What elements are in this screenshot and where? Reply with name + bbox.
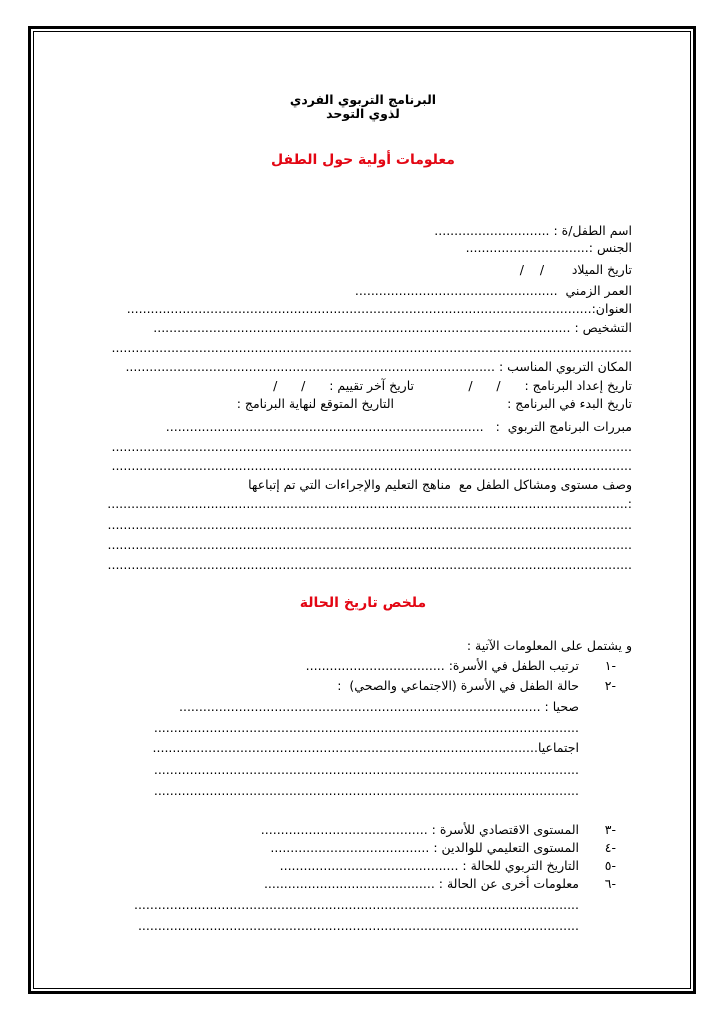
case-history-intro: و يشتمل على المعلومات الآتية : xyxy=(466,638,632,653)
document-subtitle: لذوي التوحد xyxy=(326,106,400,121)
item-number: -٤ xyxy=(604,840,616,855)
item-number: -٦ xyxy=(604,876,616,891)
field-description-line4: .................................................................................................................................... xyxy=(107,557,632,572)
item-child-order: ترتيب الطفل في الأسرة: ................................... xyxy=(305,658,579,673)
field-last-eval: تاريخ آخر تقييم : / / xyxy=(273,378,414,393)
item-number: -٢ xyxy=(604,678,616,693)
field-diagnosis-cont: ................................................................................................................................... xyxy=(111,340,632,355)
field-justifications-line2: ................................................................................................................................... xyxy=(111,439,632,454)
field-health: صحيا : ........................................................................................... xyxy=(179,699,579,714)
field-description-line3: .................................................................................................................................... xyxy=(107,537,632,552)
field-start-date: تاريخ البدء في البرنامج : xyxy=(507,396,632,411)
field-child-name: اسم الطفل/ة : ............................. xyxy=(434,223,632,238)
item-other-info: معلومات أخرى عن الحالة : ........................................... xyxy=(263,876,579,891)
item-other-info-line2: ................................................................................................................ xyxy=(133,897,579,912)
field-birth-date: تاريخ الميلاد / / xyxy=(519,262,632,277)
field-description-line2: .................................................................................................................................... xyxy=(107,517,632,532)
field-social-line3: ........................................................................................................... xyxy=(153,783,579,798)
document-title: البرنامج التربوي الفردي xyxy=(289,92,437,107)
field-description: وصف مستوى ومشاكل الطفل مع مناهج التعليم والإجراءات التي تم إتباعها xyxy=(248,477,632,492)
item-child-status: حالة الطفل في الأسرة (الاجتماعي والصحي) : xyxy=(337,678,579,693)
item-number: -٣ xyxy=(604,822,616,837)
field-diagnosis: التشخيص : ......................................................................................................... xyxy=(153,320,632,335)
field-health-line2: ........................................................................................................... xyxy=(153,720,579,735)
field-justifications-line3: ................................................................................................................................... xyxy=(111,458,632,473)
field-gender: الجنس :............................... xyxy=(465,240,632,255)
field-social: اجتماعيا................................................................................................. xyxy=(152,740,579,755)
item-economic-level: المستوى الاقتصادي للأسرة : .......................................... xyxy=(260,822,579,837)
item-educational-history: التاريخ التربوي للحالة : ............................................. xyxy=(279,858,579,873)
field-social-line2: ........................................................................................................... xyxy=(153,762,579,777)
field-description-line1: :................................................................................................................................... xyxy=(107,496,632,511)
field-address: العنوان:..................................................................................................................... xyxy=(126,301,632,316)
item-parents-education: المستوى التعليمي للوالدين : ........................................ xyxy=(270,840,579,855)
field-placement: المكان التربوي المناسب : ............................................................................................. xyxy=(125,359,632,374)
item-other-info-line3: ............................................................................................................... xyxy=(137,918,579,933)
item-number: -٥ xyxy=(604,858,616,873)
field-age: العمر الزمني ................................................... xyxy=(354,283,632,298)
field-prep-date: تاريخ إعداد البرنامج : / / xyxy=(468,378,632,393)
section-heading-case-history: ملخص تاريخ الحالة xyxy=(299,595,427,611)
field-justifications: مبررات البرنامج التربوي : ................................................................................ xyxy=(165,419,632,434)
item-number: -١ xyxy=(604,658,616,673)
section-heading-child-info: معلومات أولية حول الطفل xyxy=(271,152,455,168)
field-expected-end: التاريخ المتوقع لنهاية البرنامج : xyxy=(236,396,394,411)
